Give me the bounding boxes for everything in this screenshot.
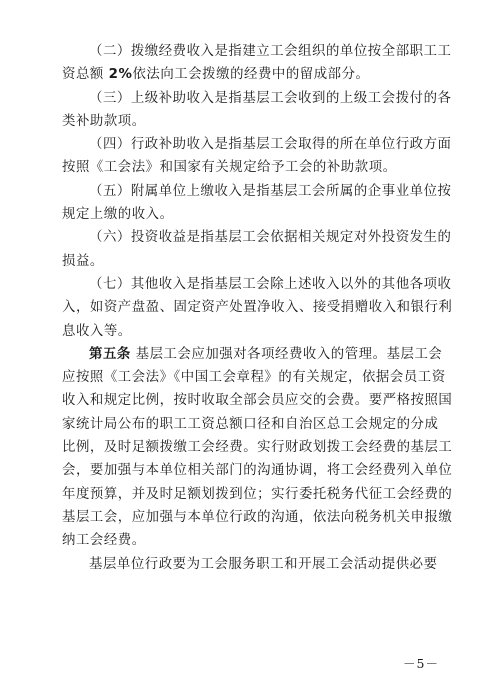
text-line: 会，要加强与本单位相关部门的沟通协调，将工会经费列入单位 [62,463,453,479]
text-line: （四）行政补助收入是指基层工会取得的所在单位行政方面 [89,137,452,153]
text-line: 基层工会，应加强与本单位行政的沟通，依法向税务机关申报缴 [62,509,453,525]
text-line: （七）其他收入是指基层工会除上述收入以外的其他各项收 [89,276,452,292]
text-line: 类补助款项。 [62,113,146,129]
text-line: 收入和规定比例，按时收取全部会员应交的会费。要严格按照国 [62,393,453,409]
text-line: （五）附属单位上缴收入是指基层工会所属的企事业单位按 [89,183,452,199]
text-line: （三）上级补助收入是指基层工会收到的上级工会拨付的各 [89,90,452,106]
article-number: 第五条 [89,346,131,362]
text-line: （二）拨缴经费收入是指建立工会组织的单位按全部职工工 [89,44,452,59]
article-heading-line: 第五条 基层工会应加强对各项经费收入的管理。基层工会 [89,346,443,362]
text-line: 应按照《工会法》《中国工会章程》的有关规定，依据会员工资 [62,370,446,386]
text-line: 家统计局公布的职工工资总额口径和自治区总工会规定的分成 [62,416,439,432]
text-line: 比例，及时足额拨缴工会经费。实行财政划拨工会经费的基层工 [62,440,453,456]
percent-value: 2% [108,67,133,83]
page-number: －5－ [403,656,439,671]
text-line: 纳工会经费。 [62,533,146,549]
text-line: 资总额 2%依法向工会拨缴的经费中的留成部分。 [62,67,370,83]
text-line: 按照《工会法》和国家有关规定给予工会的补助款项。 [62,160,397,176]
text-line: 年度预算，并及时足额划拨到位；实行委托税务代征工会经费的 [62,486,453,502]
document-body [62,40,453,576]
text-line: 基层单位行政要为工会服务职工和开展工会活动提供必要 [89,556,438,572]
text-line: （六）投资收益是指基层工会依据相关规定对外投资发生的 [89,230,452,246]
text-line: 损益。 [62,253,104,269]
text-line: 息收入等。 [62,323,132,339]
text-line: 入，如资产盘盈、固定资产处置净收入、接受捐赠收入和银行利 [62,300,453,316]
text-line: 规定上缴的收入。 [62,207,174,223]
